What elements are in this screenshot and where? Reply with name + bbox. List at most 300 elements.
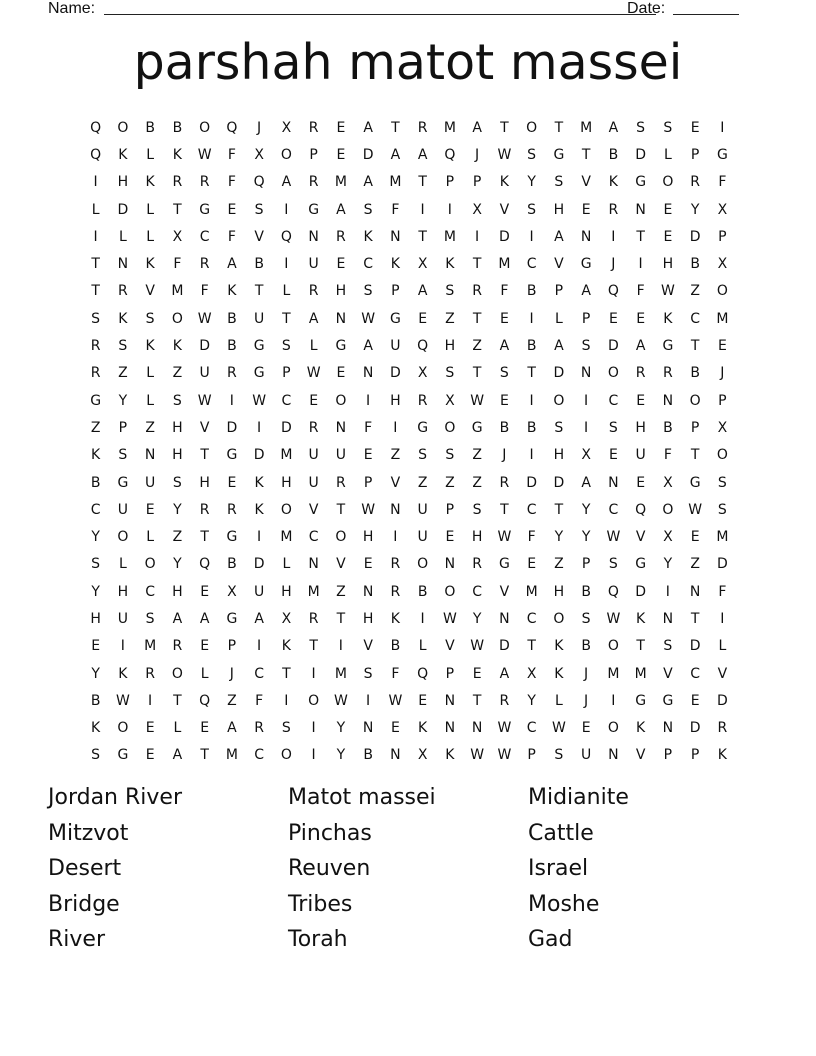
grid-letter: G [417,419,429,436]
grid-row [82,578,736,605]
grid-letter: D [226,419,238,436]
grid-letter: A [336,201,346,218]
grid-letter: R [499,692,510,709]
grid-row [82,114,736,141]
grid-letter: O [280,146,292,163]
grid-letter: F [718,174,727,191]
grid-letter: L [718,638,727,655]
grid-letter: P [227,638,237,655]
grid-letter: G [635,174,647,191]
grid-row [82,442,736,469]
word-list-item: Jordan River [48,785,182,810]
grid-letter: P [363,474,373,491]
grid-letter: I [93,228,98,245]
grid-letter: B [526,419,537,436]
grid-letter: T [527,365,536,382]
grid-letter: C [90,501,101,518]
grid-letter: K [145,338,155,355]
grid-letter: H [117,583,129,600]
grid-letter: A [199,610,210,627]
grid-letter: O [553,392,565,409]
grid-letter: G [635,556,647,573]
grid-letter: S [254,201,264,218]
grid-letter: E [200,583,210,600]
grid-letter: T [173,692,182,709]
grid-letter: J [502,447,507,464]
grid-letter: I [311,747,316,764]
date-label: Date: [627,0,666,17]
grid-letter: D [526,474,538,491]
grid-letter: S [445,283,455,300]
grid-letter: J [584,692,589,709]
grid-letter: B [390,638,401,655]
grid-letter: G [662,692,674,709]
grid-letter: R [308,174,319,191]
grid-letter: P [718,392,727,409]
grid-letter: Y [173,556,182,573]
grid-letter: H [172,419,183,436]
word-list-item: Tribes [288,891,353,917]
grid-letter: B [90,692,101,709]
grid-letter: O [607,720,619,737]
grid-letter: Y [91,583,100,600]
grid-letter: S [636,119,646,136]
grid-letter: O [662,174,674,191]
grid-letter: B [227,338,237,355]
grid-letter: K [554,638,564,655]
grid-letter: U [145,474,156,491]
grid-letter: W [361,501,376,518]
grid-letter: F [718,583,727,600]
grid-letter: N [362,365,374,382]
grid-letter: P [663,747,673,764]
grid-letter: E [145,501,155,518]
grid-letter: F [636,283,645,300]
grid-letter: O [526,119,538,136]
grid-letter: I [529,228,534,245]
grid-letter: V [499,583,510,600]
grid-letter: D [635,146,647,163]
grid-letter: F [527,529,536,546]
grid-letter: D [199,338,211,355]
grid-letter: T [336,501,346,518]
grid-letter: I [529,447,534,464]
word-list [48,780,768,958]
grid-letter: O [117,720,129,737]
grid-letter: J [257,119,262,136]
grid-letter: D [689,228,701,245]
grid-letter: O [171,310,183,327]
grid-letter: A [227,256,237,273]
grid-letter: X [717,419,728,436]
grid-letter: N [471,720,483,737]
grid-letter: X [281,119,292,136]
grid-letter: H [362,529,374,546]
grid-letter: Y [581,501,591,518]
grid-letter: H [553,583,565,600]
grid-letter: N [390,228,401,245]
grid-letter: E [91,638,101,655]
grid-letter: F [200,283,209,300]
grid-letter: A [390,146,401,163]
grid-letter: S [172,392,182,409]
grid-letter: J [229,665,234,682]
grid-letter: C [608,392,619,409]
grid-letter: Y [336,720,346,737]
grid-letter: Q [280,228,292,245]
grid-letter: K [254,474,264,491]
grid-letter: F [391,665,400,682]
grid-letter: F [227,146,236,163]
grid-letter: B [526,283,537,300]
grid-letter: U [417,529,428,546]
grid-letter: E [690,119,700,136]
grid-letter: U [390,338,401,355]
grid-letter: E [608,310,618,327]
grid-letter: J [611,256,616,273]
grid-letter: I [638,256,643,273]
grid-letter: P [472,174,482,191]
grid-letter: I [257,419,262,436]
grid-letter: R [717,720,728,737]
grid-letter: M [443,228,456,245]
grid-letter: C [690,665,701,682]
grid-letter: F [173,256,182,273]
grid-letter: N [362,583,374,600]
grid-letter: N [335,310,347,327]
grid-letter: F [500,283,509,300]
grid-letter: S [91,556,101,573]
grid-letter: P [445,174,455,191]
grid-letter: D [498,638,510,655]
grid-letter: L [554,692,563,709]
grid-letter: M [334,665,347,682]
grid-row [82,250,736,277]
grid-letter: E [717,338,727,355]
grid-letter: K [390,256,400,273]
grid-letter: I [284,201,289,218]
grid-letter: K [608,174,618,191]
grid-letter: I [120,638,125,655]
grid-letter: L [118,556,127,573]
grid-letter: S [717,474,727,491]
grid-letter: Q [90,146,102,163]
word-list-item: River [48,927,105,952]
grid-letter: O [716,283,728,300]
grid-letter: S [554,419,564,436]
grid-letter: I [529,310,534,327]
grid-letter: N [580,365,592,382]
grid-letter: L [282,283,291,300]
grid-letter: S [445,365,455,382]
grid-letter: Z [472,474,482,491]
grid-letter: Q [226,119,238,136]
grid-letter: S [581,338,591,355]
grid-letter: C [690,310,701,327]
grid-letter: D [716,556,728,573]
grid-letter: L [146,392,155,409]
grid-letter: E [336,365,346,382]
grid-letter: U [117,501,128,518]
grid-letter: S [363,283,373,300]
grid-letter: W [361,310,376,327]
grid-letter: I [720,610,725,627]
grid-letter: X [663,474,673,491]
word-list-item: Moshe [528,891,600,917]
grid-letter: B [172,119,183,136]
grid-letter: W [197,146,212,163]
grid-letter: K [445,747,455,764]
grid-letter: I [584,419,589,436]
grid-letter: X [227,583,237,600]
grid-letter: I [475,228,480,245]
grid-letter: R [472,283,482,300]
grid-letter: Q [199,692,211,709]
grid-letter: A [499,338,510,355]
grid-letter: H [662,256,674,273]
grid-letter: W [442,610,457,627]
grid-letter: W [606,610,621,627]
grid-letter: V [254,228,264,245]
grid-letter: Q [90,119,102,136]
grid-letter: E [499,392,509,409]
grid-letter: U [308,256,319,273]
grid-letter: O [444,419,456,436]
grid-letter: A [417,283,428,300]
grid-letter: G [716,146,728,163]
grid-letter: O [117,529,129,546]
grid-letter: E [663,228,673,245]
grid-letter: W [551,720,566,737]
grid-letter: U [117,610,128,627]
grid-letter: D [389,365,401,382]
grid-letter: Z [690,283,700,300]
grid-letter: S [499,365,509,382]
grid-letter: B [417,583,428,600]
grid-letter: G [117,747,129,764]
grid-row [82,414,736,441]
grid-letter: I [148,692,153,709]
grid-letter: Q [253,174,265,191]
grid-letter: Z [445,310,455,327]
grid-letter: T [282,665,291,682]
grid-letter: Z [90,419,101,436]
grid-letter: D [117,201,129,218]
grid-row [82,633,736,660]
grid-letter: L [146,529,155,546]
grid-letter: W [197,310,212,327]
grid-letter: R [635,365,646,382]
grid-letter: T [200,747,209,764]
grid-letter: I [366,692,371,709]
grid-letter: N [662,610,674,627]
grid-letter: B [363,747,373,764]
grid-letter: F [391,201,400,218]
grid-letter: R [663,365,673,382]
grid-letter: V [663,665,673,682]
grid-letter: Y [663,556,673,573]
grid-letter: I [311,720,316,737]
grid-letter: R [199,174,210,191]
grid-letter: N [635,201,646,218]
grid-letter: K [145,174,155,191]
grid-letter: O [607,638,619,655]
grid-letter: V [363,638,373,655]
grid-letter: V [581,174,591,191]
grid-letter: B [145,119,155,136]
grid-letter: V [635,747,646,764]
grid-letter: T [690,447,700,464]
grid-letter: Q [635,501,647,518]
grid-letter: Z [227,692,237,709]
grid-letter: S [717,501,727,518]
grid-letter: E [145,747,155,764]
grid-letter: V [390,474,401,491]
grid-letter: K [172,146,182,163]
grid-letter: N [362,720,374,737]
word-list-item: Cattle [528,820,594,846]
grid-letter: C [199,228,210,245]
grid-letter: H [281,583,292,600]
grid-letter: C [254,665,265,682]
grid-letter: A [635,338,646,355]
grid-letter: C [254,747,265,764]
grid-letter: Z [118,365,128,382]
grid-letter: U [581,747,592,764]
grid-letter: B [581,638,591,655]
word-list-item: Bridge [48,891,120,917]
grid-letter: P [690,146,700,163]
grid-letter: S [554,747,564,764]
grid-letter: T [391,119,400,136]
grid-letter: W [660,283,675,300]
grid-letter: K [118,665,128,682]
grid-letter: G [117,474,129,491]
grid-letter: R [499,474,510,491]
grid-letter: M [144,638,157,655]
grid-letter: S [145,610,155,627]
grid-letter: S [118,447,128,464]
grid-letter: H [362,610,374,627]
grid-letter: P [690,747,700,764]
grid-letter: G [553,146,565,163]
grid-letter: T [91,256,100,273]
grid-letter: I [257,529,262,546]
grid-letter: C [363,256,374,273]
page-title: parshah matot massei [133,34,683,91]
grid-letter: O [280,501,292,518]
grid-letter: H [281,474,292,491]
grid-letter: I [529,392,534,409]
grid-letter: Z [554,556,564,573]
grid-letter: I [611,228,616,245]
grid-letter: D [716,692,728,709]
grid-letter: N [308,228,319,245]
grid-letter: L [200,665,209,682]
grid-letter: K [636,610,646,627]
grid-letter: A [472,119,482,136]
grid-letter: T [690,338,700,355]
grid-letter: T [200,447,209,464]
grid-letter: R [254,720,264,737]
grid-letter: S [145,310,155,327]
grid-letter: E [309,392,319,409]
grid-row [82,605,736,632]
word-list-item: Midianite [528,785,629,810]
grid-letter: D [498,228,510,245]
grid-letter: C [608,501,619,518]
grid-letter: M [171,283,184,300]
grid-letter: A [363,119,373,136]
grid-letter: L [663,146,672,163]
grid-letter: Z [690,556,700,573]
grid-letter: X [254,146,264,163]
grid-letter: Q [199,556,211,573]
grid-row [82,332,736,359]
grid-letter: P [554,283,564,300]
grid-row [82,169,736,196]
grid-letter: E [227,474,237,491]
grid-letter: L [173,720,182,737]
grid-letter: M [334,174,347,191]
grid-letter: M [307,583,320,600]
grid-letter: O [144,556,156,573]
grid-letter: L [554,310,563,327]
grid-letter: M [280,529,293,546]
grid-letter: A [308,310,319,327]
grid-letter: T [472,692,482,709]
grid-letter: R [390,556,401,573]
grid-letter: R [172,638,183,655]
grid-letter: T [418,174,427,191]
date-blank-line [673,14,739,15]
grid-letter: N [444,720,456,737]
grid-letter: Y [173,501,182,518]
grid-letter: Z [336,583,346,600]
word-list-item: Gad [528,927,573,952]
grid-letter: E [445,529,455,546]
word-list-item: Mitzvot [48,820,129,846]
grid-letter: E [636,392,646,409]
grid-letter: U [254,583,265,600]
grid-letter: P [445,665,455,682]
grid-letter: X [717,256,728,273]
grid-letter: A [254,610,264,627]
grid-letter: C [526,501,537,518]
grid-letter: R [145,665,155,682]
grid-letter: O [553,610,565,627]
grid-letter: Y [581,529,591,546]
grid-row [82,551,736,578]
grid-letter: P [282,365,291,382]
grid-letter: N [444,692,456,709]
grid-letter: H [199,474,210,491]
grid-letter: X [717,201,728,218]
grid-letter: R [472,556,482,573]
grid-letter: I [311,665,316,682]
name-label: Name: [48,0,96,17]
grid-letter: M [225,747,238,764]
grid-letter: I [93,174,98,191]
worksheet-header [48,0,740,18]
grid-letter: W [252,392,267,409]
grid-letter: X [172,228,183,245]
grid-letter: V [199,419,210,436]
grid-letter: A [499,665,510,682]
grid-letter: Q [417,338,429,355]
grid-letter: A [608,119,619,136]
grid-letter: O [716,447,728,464]
